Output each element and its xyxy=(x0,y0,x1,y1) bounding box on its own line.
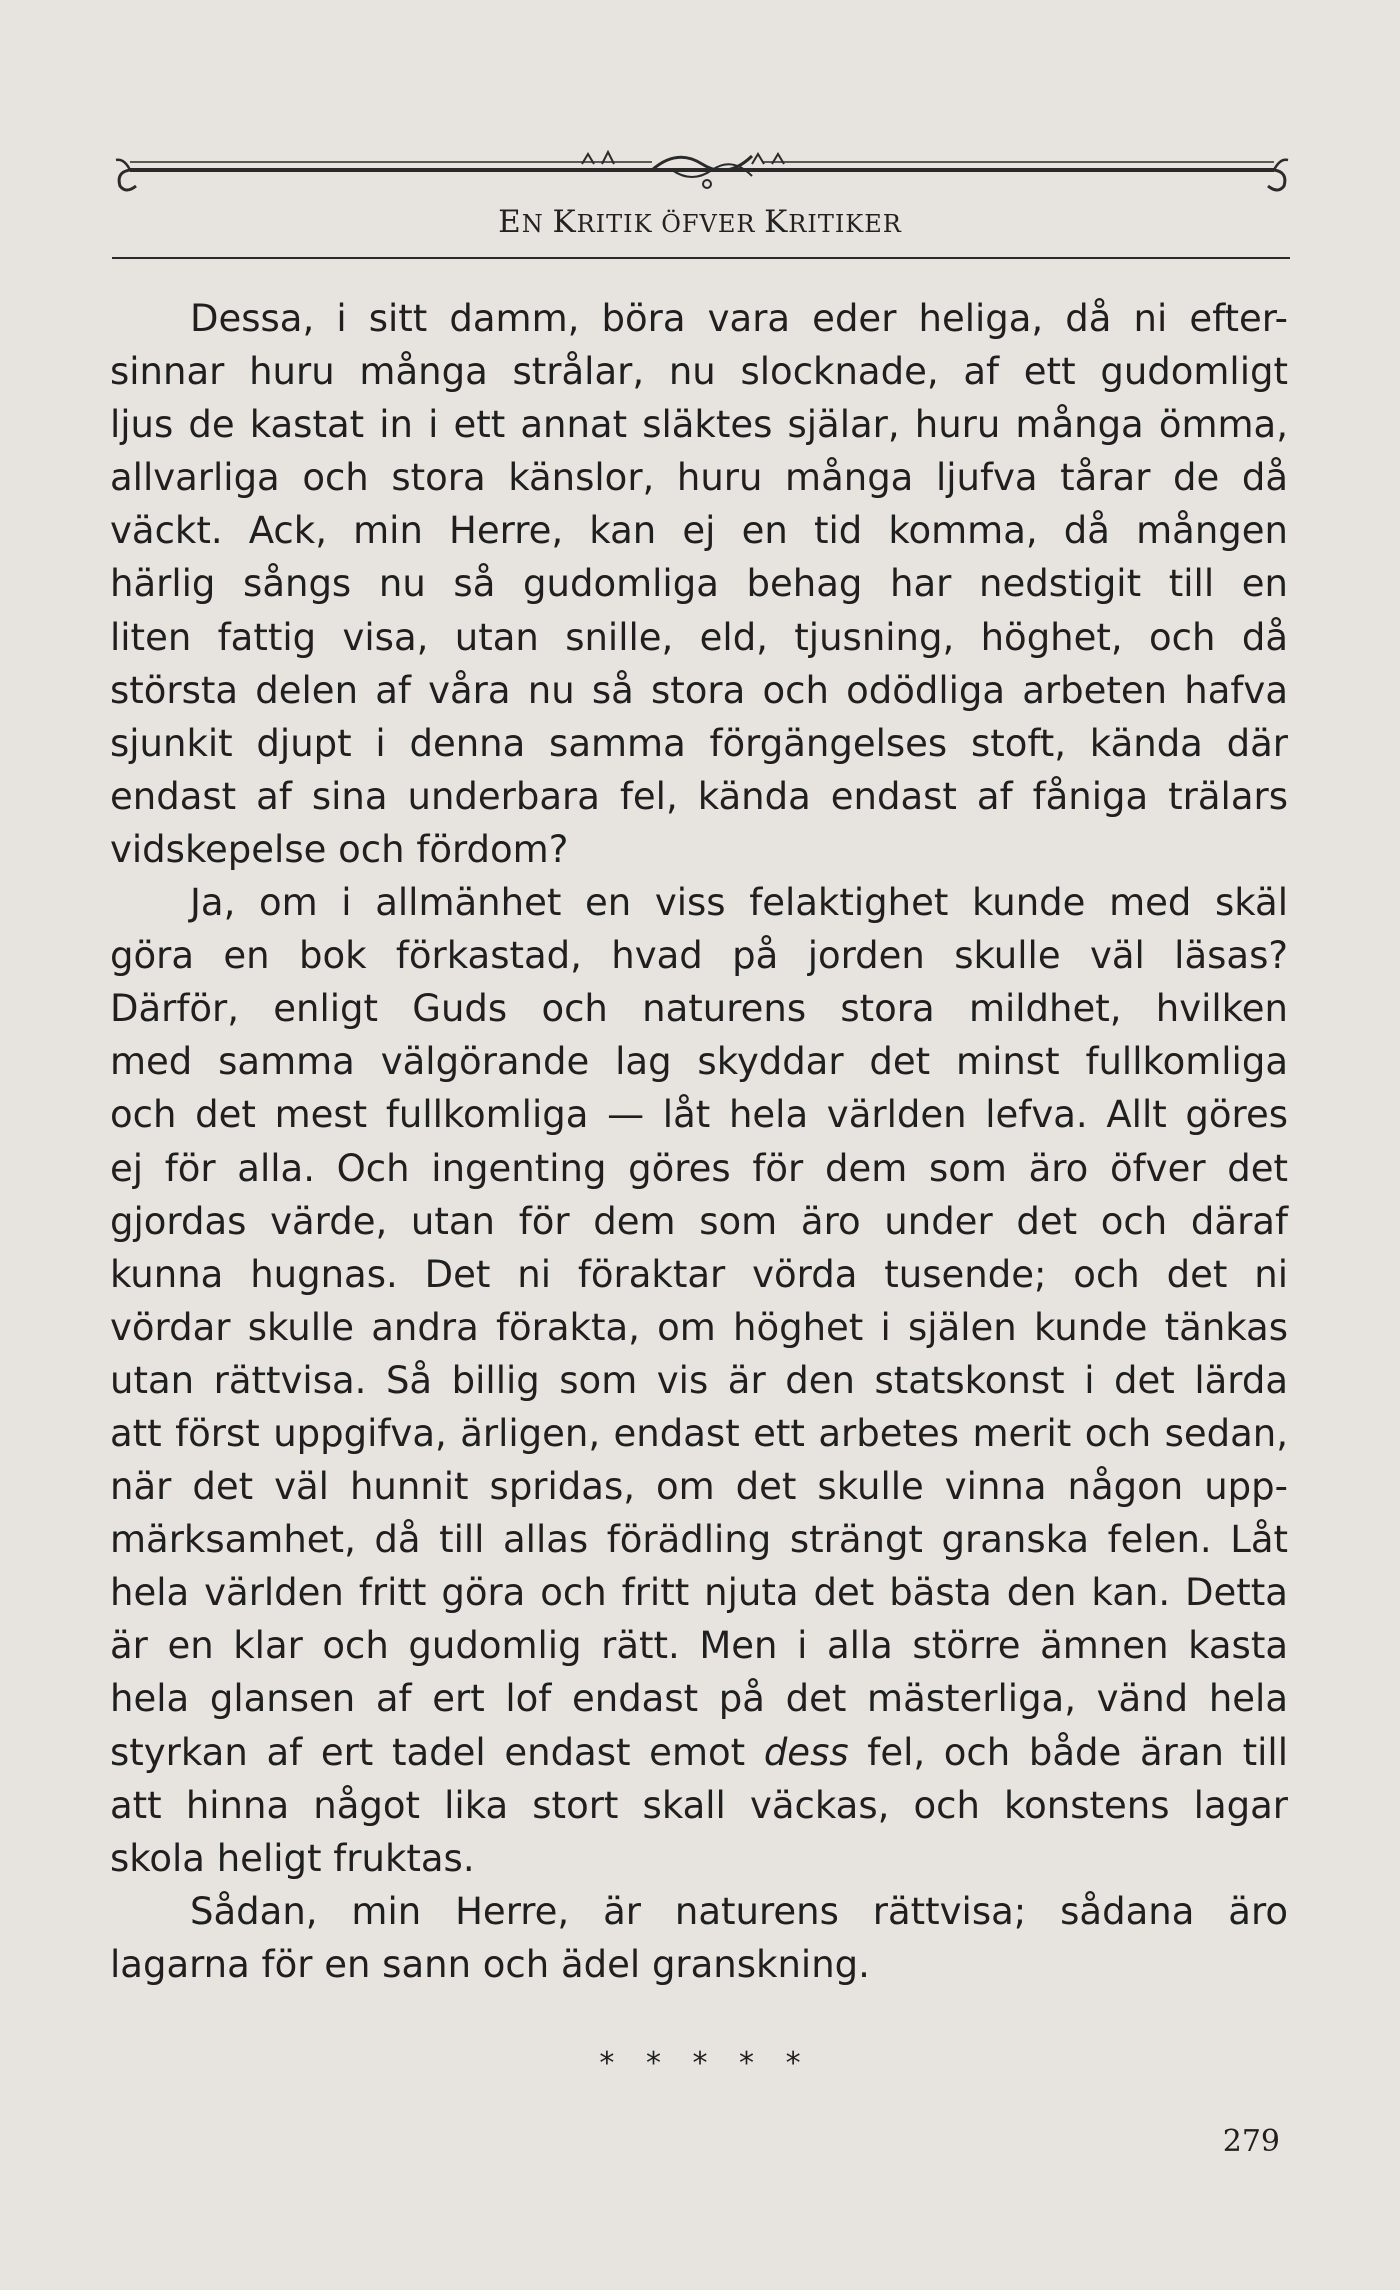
text-line: att hinna något lika stort skall väckas, och konstens lagar xyxy=(110,1783,1288,1827)
emphasized-word: dess xyxy=(763,1730,849,1774)
text-line-emphasis xyxy=(110,1726,1288,1779)
text-line: Ja, om i allmänhet en viss felaktighet kunde med skäl xyxy=(190,881,1288,925)
text-line: när det väl hunnit spridas, om det skulle vinna någon upp- xyxy=(110,1465,1288,1509)
text-line: väckt. Ack, min Herre, kan ej en tid komma, då mången xyxy=(110,509,1288,553)
text-line: ljus de kastat in i ett annat släktes själar, huru många ömma, xyxy=(110,403,1288,447)
page-number: 279 xyxy=(1222,2124,1280,2159)
text-line: gjordas värde, utan för dem som äro under det och däraf xyxy=(110,1199,1288,1243)
text-line: vördar skulle andra förakta, om höghet i själen kunde tänkas xyxy=(110,1305,1288,1349)
text-line: Därför, enligt Guds och naturens stora mildhet, hvilken xyxy=(110,987,1288,1031)
text-line: kunna hugnas. Det ni föraktar vörda tusende; och det ni xyxy=(110,1252,1288,1296)
text-line: göra en bok förkastad, hvad på jorden skulle väl läsas? xyxy=(110,934,1288,978)
text-line: Dessa, i sitt damm, böra vara eder heliga, då ni efter- xyxy=(190,297,1288,340)
text-line: märksamhet, då till allas förädling strängt granska felen. Låt xyxy=(110,1518,1288,1562)
text-line: och det mest fullkomliga — låt hela världen lefva. Allt göres xyxy=(110,1093,1288,1137)
text-line: ej för alla. Och ingenting göres för dem som äro öfver det xyxy=(110,1146,1288,1190)
body-text xyxy=(110,292,1288,1991)
text-line: vidskepelse och fördom? xyxy=(110,827,569,871)
text-line: lagarna för en sann och ädel granskning. xyxy=(110,1942,870,1986)
section-separator: * * * * * xyxy=(599,2046,801,2081)
text-line: hela glansen af ert lof endast på det mästerliga, vänd hela xyxy=(110,1677,1288,1721)
emphasis-before: styrkan af ert tadel endast emot xyxy=(110,1730,764,1774)
text-line: hela världen fritt göra och fritt njuta det bästa den kan. Detta xyxy=(110,1571,1288,1615)
running-head: EN KRITIK ÖFVER KRITIKER xyxy=(498,204,902,240)
text-line: med samma välgörande lag skyddar det minst fullkomliga xyxy=(110,1040,1288,1084)
text-line: sjunkit djupt i denna samma förgängelses stoft, kända där xyxy=(110,721,1288,765)
text-line: endast af sina underbara fel, kända endast af fåniga trälars xyxy=(110,774,1288,818)
text-line: utan rättvisa. Så billig som vis är den statskonst i det lärda xyxy=(110,1358,1288,1402)
paragraph xyxy=(110,876,1288,1885)
text-line: att först uppgifva, ärligen, endast ett arbetes merit och sedan, xyxy=(110,1411,1288,1455)
paragraph xyxy=(110,292,1288,876)
text-line: största delen af våra nu så stora och odödliga arbeten hafva xyxy=(110,668,1288,712)
header-rule xyxy=(112,257,1290,259)
emphasis-after: fel, och både äran till xyxy=(848,1730,1288,1774)
text-line: allvarliga och stora känslor, huru många ljufva tårar de då xyxy=(110,456,1288,500)
text-line: sinnar huru många strålar, nu slocknade, af ett gudomligt xyxy=(110,350,1288,394)
text-line: är en klar och gudomlig rätt. Men i alla större ämnen kasta xyxy=(110,1624,1288,1668)
text-line: härlig sångs nu så gudomliga behag har nedstigit till en xyxy=(110,562,1288,606)
header-ornament xyxy=(112,140,1292,200)
text-line: liten fattig visa, utan snille, eld, tjusning, höghet, och då xyxy=(110,615,1288,659)
paragraph xyxy=(110,1885,1288,1991)
text-line: Sådan, min Herre, är naturens rättvisa; sådana äro xyxy=(190,1889,1288,1933)
text-line: skola heligt fruktas. xyxy=(110,1836,475,1880)
